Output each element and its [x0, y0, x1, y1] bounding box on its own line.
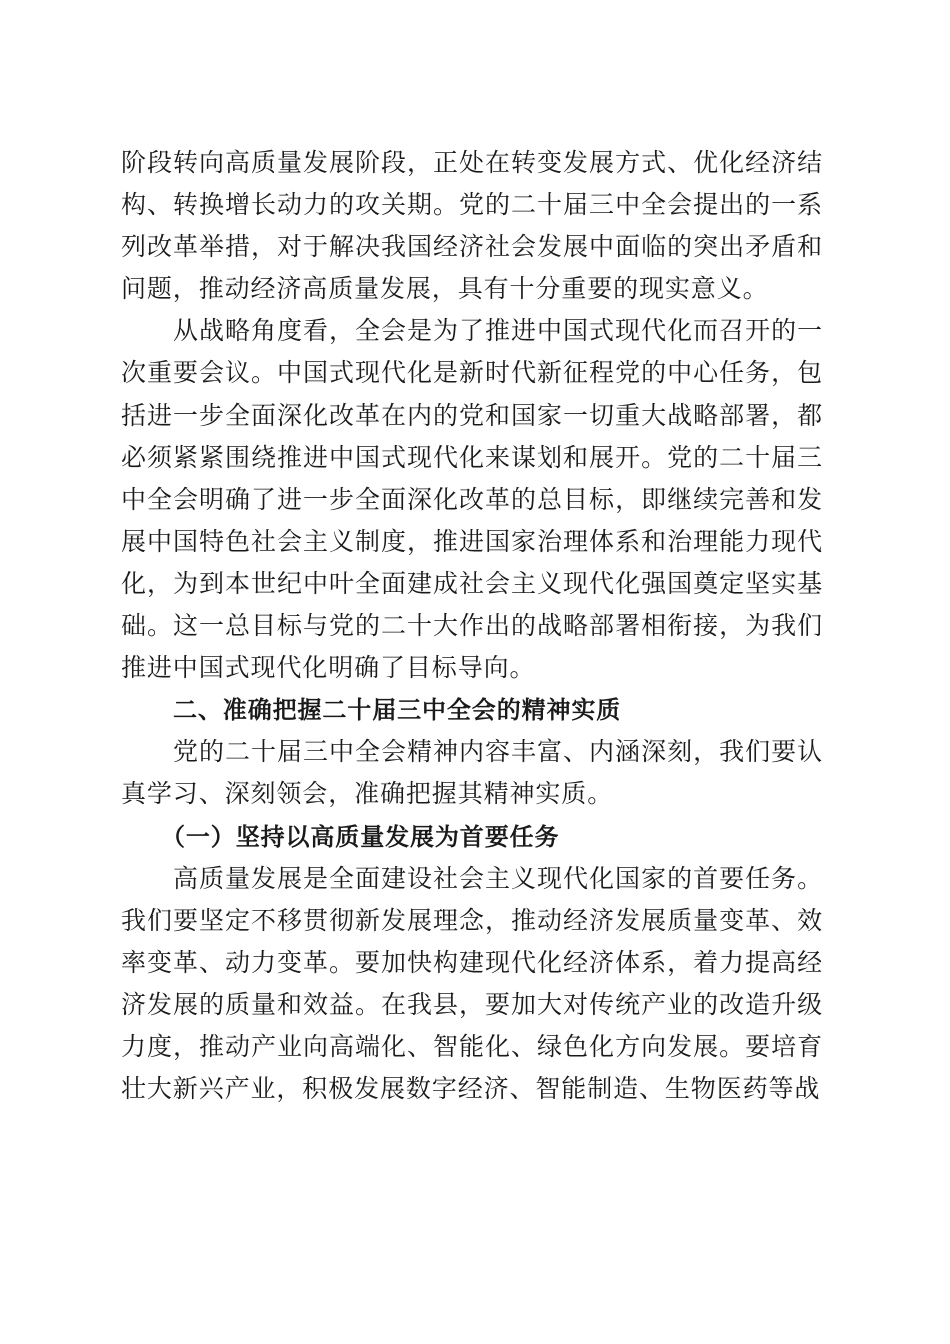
paragraph-spirit-intro: 党的二十届三中全会精神内容丰富、内涵深刻，我们要认真学习、深刻领会，准确把握其精神实质。 — [121, 737, 823, 809]
section-heading-2: 二、准确把握二十届三中全会的精神实质 — [173, 696, 622, 725]
paragraph-continuation: 阶段转向高质量发展阶段，正处在转变发展方式、优化经济结构、转换增长动力的攻关期。党的二十届三中全会提出的一系列改革举措，对于解决我国经济社会发展中面临的突出矛盾和问题，推动经济高质量发展，具有十分重要的现实意义。 — [121, 148, 823, 304]
paragraph-strategic-view: 从战略角度看，全会是为了推进中国式现代化而召开的一次重要会议。中国式现代化是新时代新征程党的中心任务，包括进一步全面深化改革在内的党和国家一切重大战略部署，都必须紧紧围绕推进中国式现代化来谋划和展开。党的二十届三中全会明确了进一步全面深化改革的总目标，即继续完善和发展中国特色社会主义制度，推进国家治理体系和治理能力现代化，为到本世纪中叶全面建成社会主义现代化强国奠定坚实基础。这一总目标与党的二十大作出的战略部署相衔接，为我们推进中国式现代化明确了目标导向。 — [121, 316, 823, 683]
document-body — [121, 142, 823, 1110]
subsection-heading-1: （一）坚持以高质量发展为首要任务 — [161, 821, 560, 851]
paragraph-high-quality-development: 高质量发展是全面建设社会主义现代化国家的首要任务。我们要坚定不移贯彻新发展理念，推动经济发展质量变革、效率变革、动力变革。要加快构建现代化经济体系，着力提高经济发展的质量和效益。在我县，要加大对传统产业的改造升级力度，推动产业向高端化、智能化、绿色化方向发展。要培育壮大新兴产业，积极发展数字经济、智能制造、生物医药等战 — [121, 863, 823, 1104]
